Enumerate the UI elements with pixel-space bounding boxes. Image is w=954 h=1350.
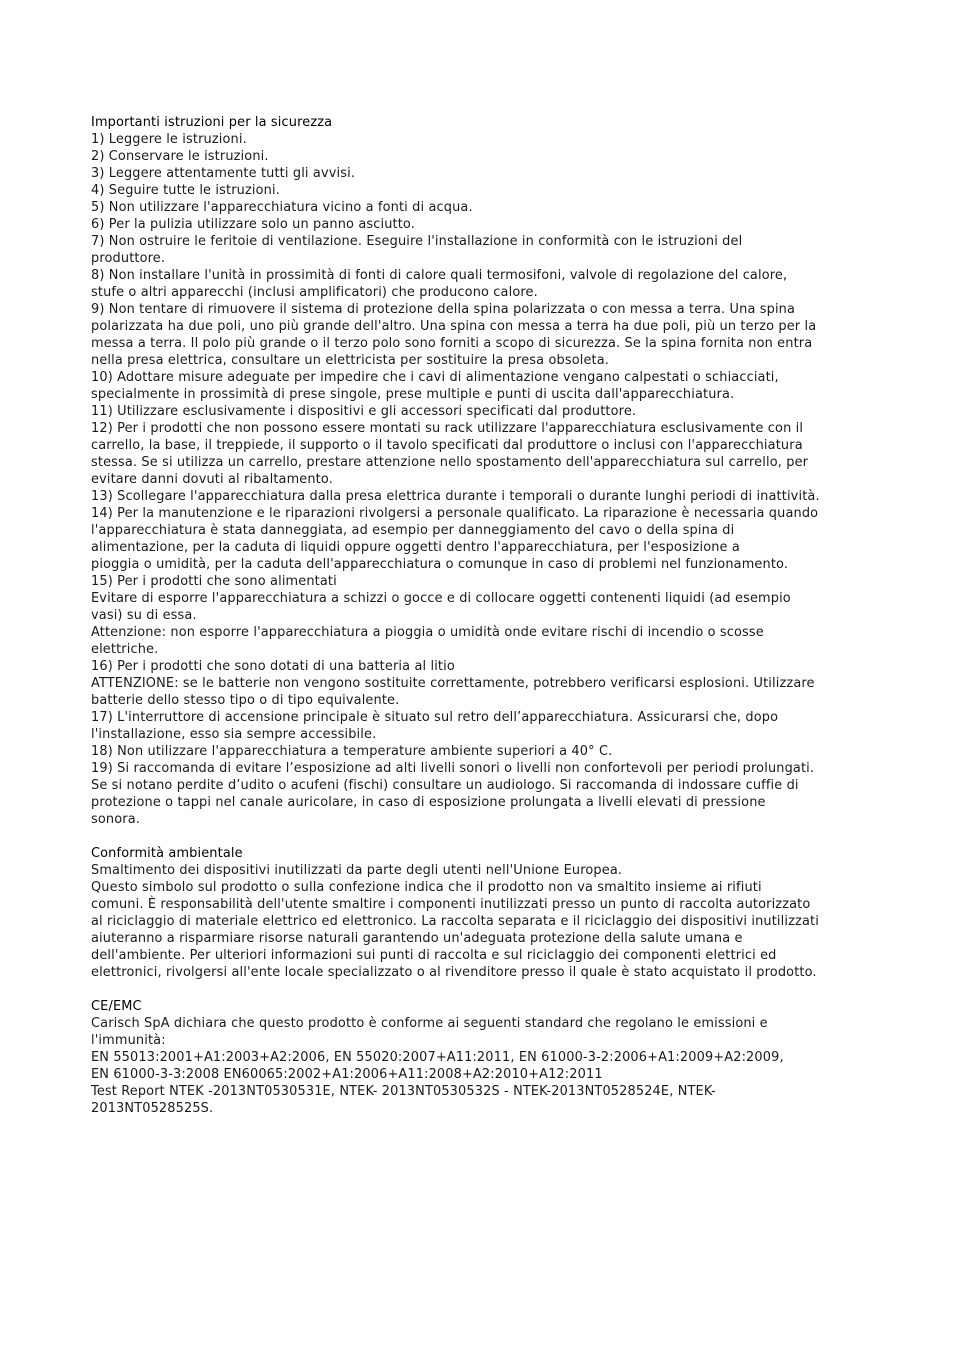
text-line: 2) Conservare le istruzioni.: [91, 149, 269, 164]
text-line: Evitare di esporre l'apparecchiatura a schizzi o gocce e di collocare oggetti contenenti liquidi (ad esempio: [91, 591, 791, 606]
text-line: 5) Non utilizzare l'apparecchiatura vicino a fonti di acqua.: [91, 200, 473, 215]
text-line: 9) Non tentare di rimuovere il sistema di protezione della spina polarizzata o con messa a terra. Una spina: [91, 302, 796, 317]
text-line: 18) Non utilizzare l'apparecchiatura a temperature ambiente superiori a 40° C.: [91, 744, 613, 759]
text-line: elettronici, rivolgersi all'ente locale specializzato o al rivenditore presso il quale è stato acquistato il prodotto.: [91, 965, 817, 980]
text-line: 14) Per la manutenzione e le riparazioni rivolgersi a personale qualificato. La riparazione è necessaria quando: [91, 506, 819, 521]
text-line: 4) Seguire tutte le istruzioni.: [91, 183, 280, 198]
text-line: Test Report NTEK -2013NT0530531E, NTEK- 2013NT0530532S - NTEK-2013NT0528524E, NTEK-: [91, 1084, 716, 1099]
text-line: Se si notano perdite d’udito o acufeni (fischi) consultare un audiologo. Si raccomanda di indossare cuffie di: [91, 778, 799, 793]
text-line: stessa. Se si utilizza un carrello, prestare attenzione nello spostamento dell'apparecchiatura sul carrello, per: [91, 455, 809, 470]
text-line: dell'ambiente. Per ulteriori informazioni sui punti di raccolta e sul riciclaggio dei componenti elettrici ed: [91, 948, 777, 963]
text-line: l'immunità:: [91, 1033, 166, 1048]
text-line: 3) Leggere attentamente tutti gli avvisi.: [91, 166, 356, 181]
text-line: Carisch SpA dichiara che questo prodotto è conforme ai seguenti standard che regolano le emissioni e: [91, 1016, 768, 1031]
text-line: comuni. È responsabilità dell'utente smaltire i componenti inutilizzati presso un punto di raccolta autorizzato: [91, 897, 811, 912]
ce-emc-text: [91, 1015, 871, 1117]
text-line: aiuteranno a risparmiare risorse naturali garantendo un'adeguata protezione della salute umana e: [91, 931, 743, 946]
document-page: [91, 114, 871, 1117]
text-line: ATTENZIONE: se le batterie non vengono sostituite correttamente, potrebbero verificarsi esplosioni. Utilizzare: [91, 676, 815, 691]
safety-section: [91, 114, 871, 828]
text-line: l'installazione, esso sia sempre accessibile.: [91, 727, 377, 742]
text-line: 7) Non ostruire le feritoie di ventilazione. Eseguire l'installazione in conformità con le istruzioni del: [91, 234, 743, 249]
text-line: protezione o tappi nel canale auricolare, in caso di esposizione prolungata a livelli elevati di pressione: [91, 795, 766, 810]
text-line: EN 61000-3-3:2008 EN60065:2002+A1:2006+A11:2008+A2:2010+A12:2011: [91, 1067, 603, 1082]
text-line: 1) Leggere le istruzioni.: [91, 132, 247, 147]
text-line: Attenzione: non esporre l'apparecchiatura a pioggia o umidità onde evitare rischi di incendio o scosse: [91, 625, 764, 640]
section-spacer: [91, 828, 871, 845]
text-line: polarizzata ha due poli, uno più grande dell'altro. Una spina con messa a terra ha due poli, più un terzo per la: [91, 319, 817, 334]
text-line: Smaltimento dei dispositivi inutilizzati da parte degli utenti nell'Unione Europea.: [91, 863, 623, 878]
text-line: l'apparecchiatura è stata danneggiata, ad esempio per danneggiamento del cavo o della spina di: [91, 523, 735, 538]
environment-text: [91, 862, 871, 981]
text-line: 11) Utilizzare esclusivamente i dispositivi e gli accessori specificati dal produttore.: [91, 404, 637, 419]
text-line: 15) Per i prodotti che sono alimentati: [91, 574, 337, 589]
safety-heading: Importanti istruzioni per la sicurezza: [91, 115, 333, 130]
text-line: alimentazione, per la caduta di liquidi oppure oggetti dentro l'apparecchiatura, per l'esposizione a: [91, 540, 740, 555]
text-line: 10) Adottare misure adeguate per impedire che i cavi di alimentazione vengano calpestati o schiacciati,: [91, 370, 779, 385]
text-line: 8) Non installare l'unità in prossimità di fonti di calore quali termosifoni, valvole di regolazione del calore,: [91, 268, 788, 283]
section-spacer: [91, 981, 871, 998]
text-line: al riciclaggio di materiale elettrico ed elettronico. La raccolta separata e il riciclaggio dei dispositivi inutilizzati: [91, 914, 819, 929]
environment-section: [91, 845, 871, 981]
text-line: batterie dello stesso tipo o di tipo equivalente.: [91, 693, 400, 708]
text-line: produttore.: [91, 251, 166, 266]
ce-emc-heading: CE/EMC: [91, 999, 142, 1014]
text-line: pioggia o umidità, per la caduta dell'apparecchiatura o comunque in caso di problemi nel funzionamento.: [91, 557, 789, 572]
text-line: messa a terra. Il polo più grande o il terzo polo sono forniti a scopo di sicurezza. Se la spina fornita non entra: [91, 336, 813, 351]
text-line: evitare danni dovuti al ribaltamento.: [91, 472, 333, 487]
text-line: 12) Per i prodotti che non possono essere montati su rack utilizzare l'apparecchiatura esclusivamente con il: [91, 421, 804, 436]
text-line: sonora.: [91, 812, 141, 827]
safety-instructions: [91, 131, 871, 828]
environment-heading: Conformità ambientale: [91, 846, 243, 861]
text-line: Questo simbolo sul prodotto o sulla confezione indica che il prodotto non va smaltito insieme ai rifiuti: [91, 880, 762, 895]
text-line: vasi) su di essa.: [91, 608, 197, 623]
text-line: nella presa elettrica, consultare un elettricista per sostituire la presa obsoleta.: [91, 353, 610, 368]
text-line: 6) Per la pulizia utilizzare solo un panno asciutto.: [91, 217, 415, 232]
text-line: 19) Si raccomanda di evitare l’esposizione ad alti livelli sonori o livelli non confortevoli per periodi prolungati.: [91, 761, 815, 776]
text-line: EN 55013:2001+A1:2003+A2:2006, EN 55020:2007+A11:2011, EN 61000-3-2:2006+A1:2009+A2:2009,: [91, 1050, 784, 1065]
text-line: 17) L'interruttore di accensione principale è situato sul retro dell’apparecchiatura. Assicurarsi che, dopo: [91, 710, 779, 725]
text-line: 13) Scollegare l'apparecchiatura dalla presa elettrica durante i temporali o durante lunghi periodi di inattività.: [91, 489, 820, 504]
text-line: stufe o altri apparecchi (inclusi amplificatori) che producono calore.: [91, 285, 538, 300]
ce-emc-section: [91, 998, 871, 1117]
text-line: 2013NT0528525S.: [91, 1101, 214, 1116]
text-line: 16) Per i prodotti che sono dotati di una batteria al litio: [91, 659, 455, 674]
text-line: carrello, la base, il treppiede, il supporto o il tavolo specificati dal produttore o inclusi con l'apparecchiatura: [91, 438, 803, 453]
text-line: specialmente in prossimità di prese singole, prese multiple e punti di uscita dall'apparecchiatura.: [91, 387, 735, 402]
text-line: elettriche.: [91, 642, 159, 657]
